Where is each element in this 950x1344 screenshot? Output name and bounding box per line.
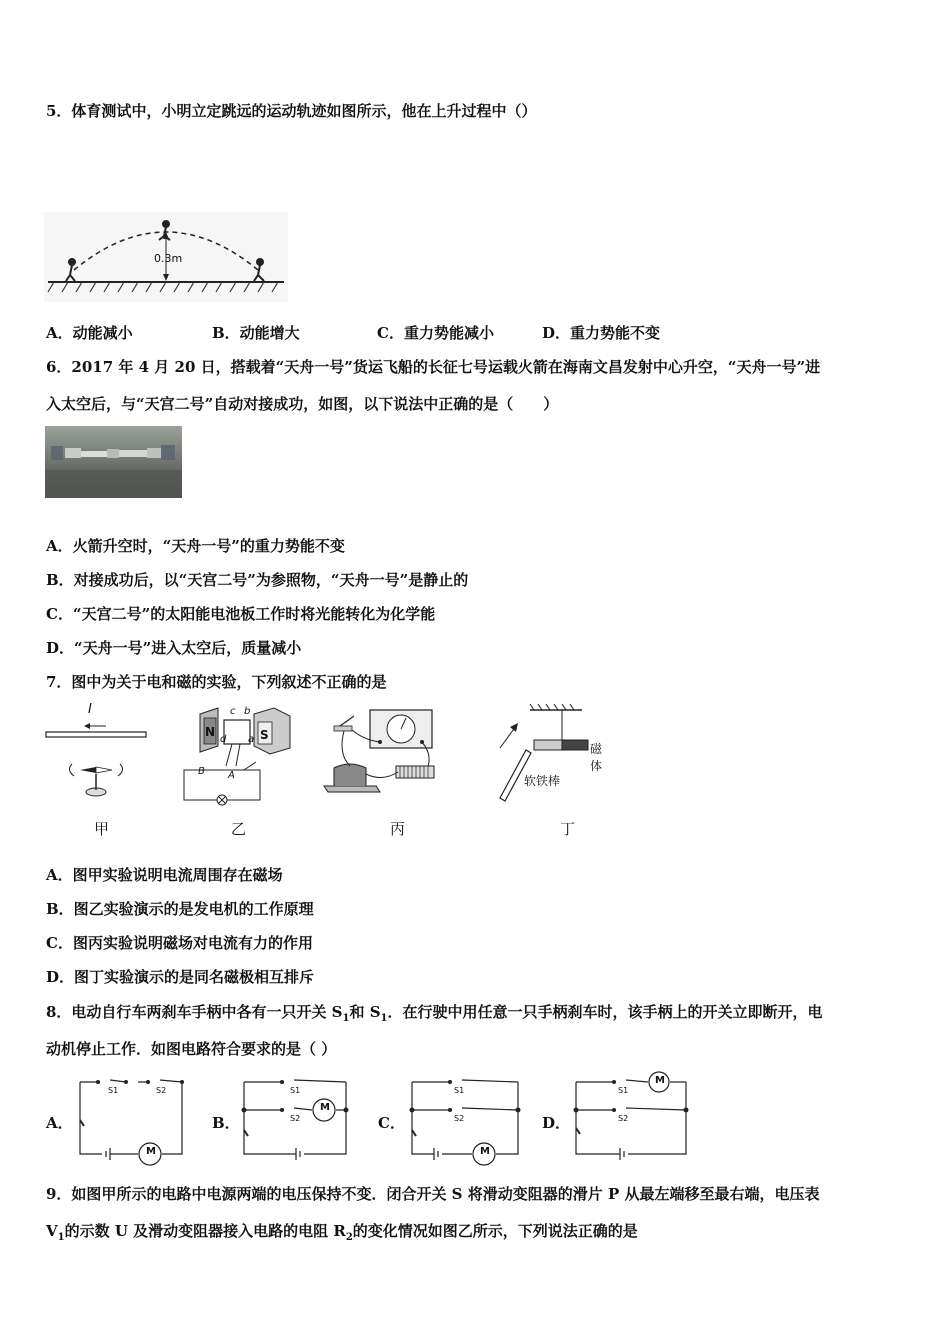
q9-part-b: 的示数 U 及滑动变阻器接入电路的电阻 R — [64, 1222, 346, 1240]
q9-part-a: V — [46, 1222, 58, 1240]
q8-subscript-a: 1 — [342, 1013, 350, 1024]
q7-label-big-b: B — [198, 766, 205, 777]
q9-subscript-b: 2 — [345, 1232, 353, 1243]
q6-docking-photo — [45, 426, 182, 498]
q6-stem-line2: 入太空后，与“天宫二号”自动对接成功，如图，以下说法中正确的是（ ） — [46, 395, 559, 413]
q8-motor-c: M — [480, 1146, 490, 1157]
q8-option-d-letter: D． — [542, 1114, 571, 1132]
q8-circuit-c — [408, 1078, 522, 1168]
q6-option-d: D．“天舟一号”进入太空后，质量减小 — [46, 639, 302, 657]
q8-option-a-letter: A． — [46, 1114, 73, 1132]
q6-option-c: C．“天宫二号”的太阳能电池板工作时将光能转化为化学能 — [46, 605, 436, 623]
q5-height-label: 0.3m — [154, 252, 183, 265]
q8-switch-c-s1: S1 — [454, 1086, 465, 1095]
q7-rod-label: 软铁棒 — [524, 774, 561, 788]
q8-stem-part-a: 8．电动自行车两刹车手柄中各有一只开关 S — [46, 1003, 343, 1021]
q7-figure-jia — [44, 704, 148, 804]
q7-figure-ding — [496, 704, 603, 804]
q9-part-c: 的变化情况如图乙所示，下列说法正确的是 — [352, 1222, 638, 1240]
q8-stem-line2: 动机停止工作．如图电路符合要求的是（ ） — [46, 1040, 337, 1058]
q8-stem-part-c: ．在行驶中用任意一只手柄刹车时，该手柄上的开关立即断开，电 — [387, 1003, 823, 1021]
q8-switch-d-s2: S2 — [618, 1114, 629, 1123]
q7-label-a: a — [248, 734, 255, 745]
q8-circuit-d — [572, 1072, 690, 1168]
q8-stem-part-b: 和 S — [349, 1003, 381, 1021]
q7-option-a: A．图甲实验说明电流周围存在磁场 — [46, 866, 283, 884]
q9-subscript-a: 1 — [57, 1232, 65, 1243]
q5-option-a: A．动能减小 — [46, 324, 133, 342]
q8-option-c-letter: C． — [378, 1114, 405, 1132]
q8-motor-d: M — [655, 1075, 665, 1086]
q8-switch-a-s2: S2 — [156, 1086, 167, 1095]
q7-option-d: D．图丁实验演示的是同名磁极相互排斥 — [46, 968, 315, 986]
q7-stem: 7．图中为关于电和磁的实验，下列叙述不正确的是 — [46, 673, 387, 691]
q7-option-b: B．图乙实验演示的是发电机的工作原理 — [46, 900, 314, 918]
q8-switch-b-s1: S1 — [290, 1086, 301, 1095]
q8-circuit-b — [240, 1078, 350, 1168]
q8-stem-line1 — [46, 1002, 823, 1029]
q9-stem-line2 — [46, 1221, 638, 1248]
q8-subscript-b: 1 — [380, 1013, 388, 1024]
q7-label-n: N — [205, 725, 216, 739]
q8-motor-b: M — [320, 1102, 330, 1113]
q5-jump-figure — [44, 212, 288, 302]
q7-current-label: I — [88, 702, 92, 717]
q7-option-c: C．图丙实验说明磁场对电流有力的作用 — [46, 934, 313, 952]
q8-switch-b-s2: S2 — [290, 1114, 301, 1123]
q6-option-a: A．火箭升空时，“天舟一号”的重力势能不变 — [46, 537, 345, 555]
q5-stem: 5．体育测试中，小明立定跳远的运动轨迹如图所示，他在上升过程中（） — [46, 102, 537, 120]
q5-option-d: D．重力势能不变 — [542, 324, 661, 342]
q5-option-b: B．动能增大 — [212, 324, 300, 342]
q7-label-d: d — [220, 734, 227, 745]
q7-label-big-a: A — [228, 770, 235, 781]
q7-figure-bing — [320, 704, 438, 800]
q7-label-c: c — [230, 706, 236, 717]
q8-switch-a-s1: S1 — [108, 1086, 119, 1095]
q7-magnet-label: 磁体 — [590, 742, 603, 773]
q7-caption-jia: 甲 — [94, 820, 110, 838]
q7-figure-yi — [182, 704, 294, 804]
q8-switch-c-s2: S2 — [454, 1114, 465, 1123]
q7-caption-yi: 乙 — [231, 820, 247, 838]
q8-motor-a: M — [146, 1146, 156, 1157]
q8-switch-d-s1: S1 — [618, 1086, 629, 1095]
q9-stem-line1: 9．如图甲所示的电路中电源两端的电压保持不变．闭合开关 S 将滑动变阻器的滑片 P 从最左端移至最右端，电压表 — [46, 1185, 820, 1203]
q5-option-c: C．重力势能减小 — [377, 324, 494, 342]
q7-caption-ding: 丁 — [560, 820, 576, 838]
q6-option-b: B．对接成功后，以“天宫二号”为参照物，“天舟一号”是静止的 — [46, 571, 469, 589]
q7-label-s: S — [260, 728, 269, 742]
q8-circuit-a — [76, 1078, 186, 1168]
q6-stem-line1: 6．2017 年 4 月 20 日，搭载着“天舟一号”货运飞船的长征七号运载火箭在海南文昌发射中心升空，“天舟一号”进 — [46, 358, 821, 376]
q7-caption-bing: 丙 — [390, 820, 406, 838]
q8-option-b-letter: B． — [212, 1114, 240, 1132]
q7-label-b: b — [244, 706, 251, 717]
